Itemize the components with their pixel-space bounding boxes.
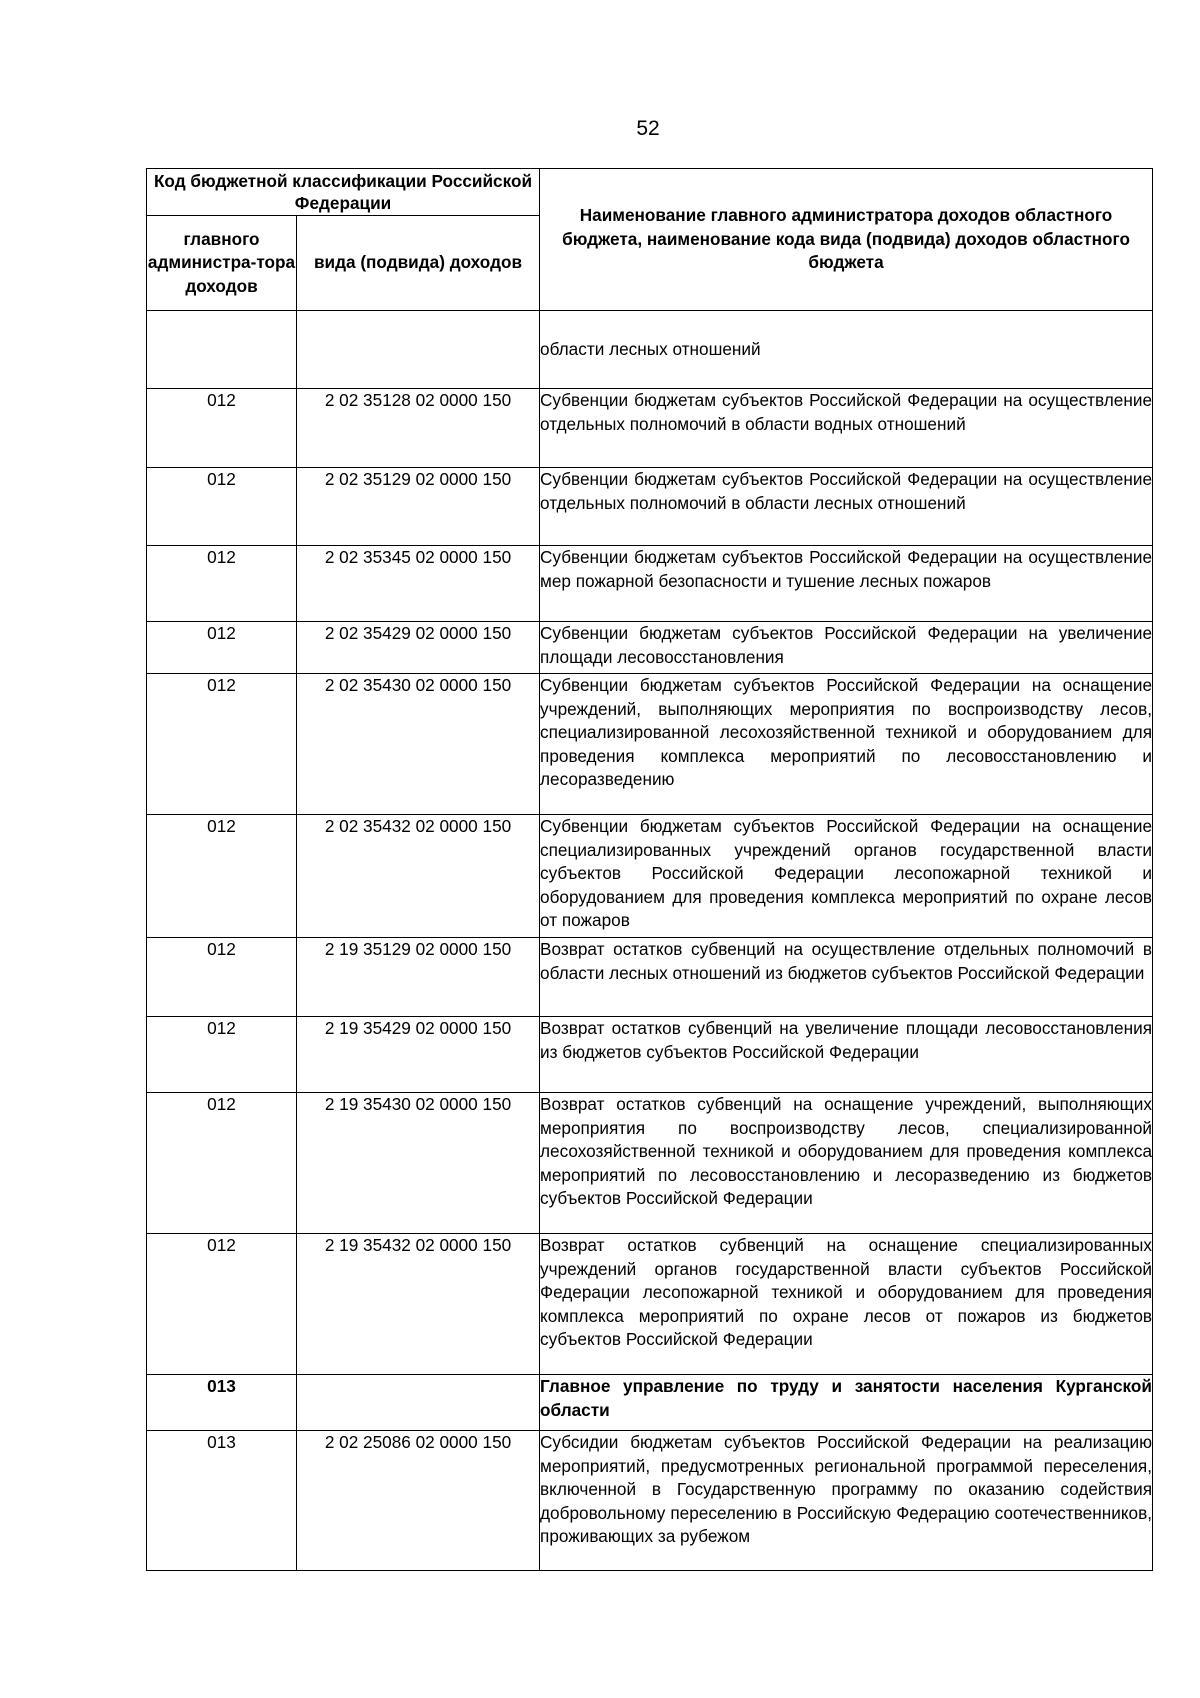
header-admin-code: главного администра-тора доходов <box>147 216 297 311</box>
revenue-code-cell: 2 02 25086 02 0000 150 <box>297 1431 540 1571</box>
table-row <box>147 1431 1153 1571</box>
revenue-code-cell: 2 02 35429 02 0000 150 <box>297 622 540 674</box>
revenue-code-cell <box>297 311 540 389</box>
revenue-code-cell <box>297 1375 540 1431</box>
revenue-code-cell: 2 19 35430 02 0000 150 <box>297 1093 540 1234</box>
admin-code-cell <box>147 311 297 389</box>
admin-code-cell: 012 <box>147 546 297 622</box>
table-row <box>147 622 1153 674</box>
admin-code-cell: 012 <box>147 1017 297 1093</box>
revenue-code-cell: 2 02 35430 02 0000 150 <box>297 674 540 815</box>
table-row <box>147 389 1153 468</box>
revenue-name-cell: Субвенции бюджетам субъектов Российской Федерации на осуществление отдельных полномочий в области водных отношений <box>540 389 1153 468</box>
admin-code-cell: 012 <box>147 1234 297 1375</box>
revenue-name-cell: Субвенции бюджетам субъектов Российской Федерации на осуществление мер пожарной безопасности и тушение лесных пожаров <box>540 546 1153 622</box>
revenue-name-cell: Субсидии бюджетам субъектов Российской Федерации на реализацию мероприятий, предусмотренных региональной программой переселения, включенной в Государственную программу по оказанию содействия добровольному переселению в Российскую Федерацию соотечественников, проживающих за рубежом <box>540 1431 1153 1571</box>
revenue-code-cell: 2 02 35432 02 0000 150 <box>297 815 540 938</box>
table-row <box>147 468 1153 546</box>
table-row <box>147 546 1153 622</box>
admin-code-cell: 013 <box>147 1431 297 1571</box>
revenue-code-cell: 2 19 35432 02 0000 150 <box>297 1234 540 1375</box>
header-kind-code: вида (подвида) доходов <box>297 216 540 311</box>
table-row <box>147 311 1153 389</box>
revenue-code-cell: 2 19 35129 02 0000 150 <box>297 938 540 1017</box>
admin-code-cell: 012 <box>147 389 297 468</box>
admin-code-cell: 012 <box>147 815 297 938</box>
revenue-name-cell: Главное управление по труду и занятости населения Курганской области <box>540 1375 1153 1431</box>
admin-code-cell: 012 <box>147 674 297 815</box>
table-row <box>147 938 1153 1017</box>
table-body <box>147 311 1153 1571</box>
revenue-name-cell: Возврат остатков субвенций на оснащение учреждений, выполняющих мероприятия по воспроизводству лесов, специализированной лесохозяйственной техникой и оборудованием для проведения комплекса мероприятий по лесовосстановлению и лесоразведению из бюджетов субъектов Российской Федерации <box>540 1093 1153 1234</box>
revenue-code-cell: 2 19 35429 02 0000 150 <box>297 1017 540 1093</box>
admin-code-cell: 012 <box>147 938 297 1017</box>
revenue-name-cell: Субвенции бюджетам субъектов Российской Федерации на оснащение специализированных учреждений органов государственной власти субъектов Российской Федерации лесопожарной техникой и оборудованием для проведения комплекса мероприятий по охране лесов от пожаров <box>540 815 1153 938</box>
table-row <box>147 1093 1153 1234</box>
revenue-code-cell: 2 02 35128 02 0000 150 <box>297 389 540 468</box>
table-row <box>147 1234 1153 1375</box>
header-name: Наименование главного администратора доходов областного бюджета, наименование кода вида (подвида) доходов областного бюджета <box>540 169 1153 311</box>
revenue-name-cell: Возврат остатков субвенций на увеличение площади лесовосстановления из бюджетов субъектов Российской Федерации <box>540 1017 1153 1093</box>
revenue-name-cell: области лесных отношений <box>540 311 1153 389</box>
table-row <box>147 815 1153 938</box>
revenue-classification-table <box>146 168 1153 1571</box>
revenue-code-cell: 2 02 35345 02 0000 150 <box>297 546 540 622</box>
table-row <box>147 674 1153 815</box>
admin-code-cell: 012 <box>147 622 297 674</box>
revenue-name-cell: Субвенции бюджетам субъектов Российской Федерации на увеличение площади лесовосстановления <box>540 622 1153 674</box>
admin-code-cell: 012 <box>147 468 297 546</box>
revenue-name-cell: Возврат остатков субвенций на осуществление отдельных полномочий в области лесных отношений из бюджетов субъектов Российской Федерации <box>540 938 1153 1017</box>
admin-code-cell: 012 <box>147 1093 297 1234</box>
header-classification-code: Код бюджетной классификации Российской Федерации <box>147 169 540 216</box>
page-number: 52 <box>636 117 660 140</box>
revenue-name-cell: Субвенции бюджетам субъектов Российской Федерации на оснащение учреждений, выполняющих мероприятия по воспроизводству лесов, специализированной лесохозяйственной техникой и оборудованием для проведения комплекса мероприятий по лесовосстановлению и лесоразведению <box>540 674 1153 815</box>
revenue-name-cell: Возврат остатков субвенций на оснащение специализированных учреждений органов государственной власти субъектов Российской Федерации лесопожарной техникой и оборудованием для проведения комплекса мероприятий по охране лесов от пожаров из бюджетов субъектов Российской Федерации <box>540 1234 1153 1375</box>
table-row <box>147 1375 1153 1431</box>
table-row <box>147 1017 1153 1093</box>
revenue-code-cell: 2 02 35129 02 0000 150 <box>297 468 540 546</box>
revenue-name-cell: Субвенции бюджетам субъектов Российской Федерации на осуществление отдельных полномочий в области лесных отношений <box>540 468 1153 546</box>
admin-code-cell: 013 <box>147 1375 297 1431</box>
